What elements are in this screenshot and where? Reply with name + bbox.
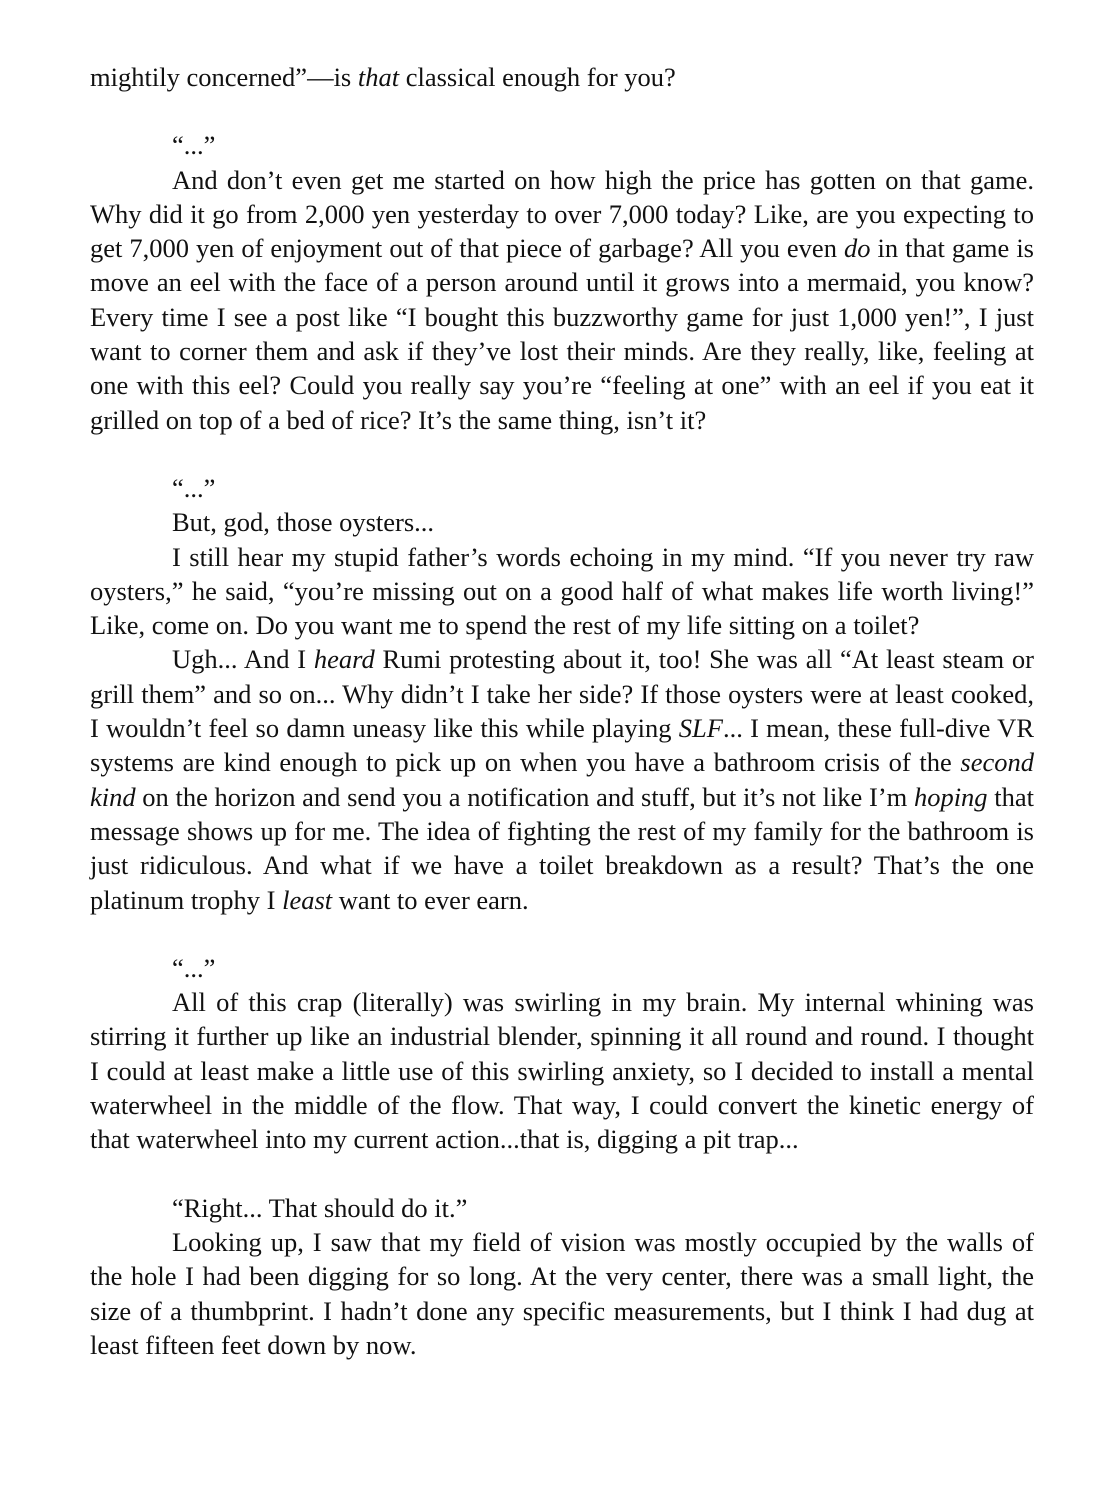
text-segment: “...” — [172, 952, 216, 983]
italic-text: SLF — [678, 713, 723, 744]
italic-text: second kind — [90, 747, 1034, 812]
paragraph-gap — [90, 437, 1034, 471]
text-segment: And don’t even get me started on how high the price has gotten on that game. Why did it go from 2,000 yen yesterday to over 7,000 today? Like, are you expecting to get 7,000 yen of enjoyment out of that piece of garbage? All you even — [90, 164, 1034, 264]
paragraph-gap — [90, 917, 1034, 951]
paragraph — [90, 505, 1034, 539]
text-segment: in that game is move an eel with the face of a person around until it grows into a mermaid, you know? Every time I see a post like “I bought this buzzworthy game for just 1,000 yen!”, I just want to corner them and ask if they’ve lost their minds. Are they really, like, feeling at one with this eel? Could you really say you’re “feeling at one” with an eel if you eat it grilled on top of a bed of rice? It’s the same thing, isn’t it? — [90, 233, 1034, 435]
paragraph — [90, 1191, 1034, 1225]
paragraph — [90, 128, 1034, 162]
text-segment: ... I mean, these full-dive VR systems are kind enough to pick up on when you have a bathroom crisis of the — [90, 713, 1034, 778]
italic-text: hoping — [913, 781, 988, 812]
italic-text: least — [282, 884, 333, 915]
paragraph — [90, 540, 1034, 643]
paragraph-gap — [90, 1157, 1034, 1191]
text-segment: “Right... That should do it.” — [172, 1192, 468, 1223]
text-segment: want to ever earn. — [332, 884, 529, 915]
paragraph — [90, 985, 1034, 1156]
paragraph — [90, 60, 1034, 94]
text-segment: But, god, those oysters... — [172, 507, 435, 538]
text-segment: “...” — [172, 130, 216, 161]
paragraph — [90, 951, 1034, 985]
page-body — [90, 60, 1034, 1362]
paragraph — [90, 1225, 1034, 1362]
text-segment: mightily concerned”—is — [90, 62, 358, 92]
text-segment: Looking up, I saw that my field of vision was mostly occupied by the walls of the hole I had been digging for so long. At the very center, there was a small light, the size of a thumbprint. I hadn’t done any specific measurements, but I think I had dug at least fifteen feet down by now. — [90, 1226, 1034, 1360]
text-segment: All of this crap (literally) was swirling in my brain. My internal whining was stirring it further up like an industrial blender, spinning it all round and round. I thought I could at least make a little use of this swirling anxiety, so I decided to install a mental waterwheel in the middle of the flow. That way, I could convert the kinetic energy of that waterwheel into my current action...that is, digging a pit trap... — [90, 987, 1034, 1155]
paragraph — [90, 163, 1034, 437]
text-segment: Ugh... And I — [172, 644, 314, 675]
italic-text: that — [357, 62, 400, 92]
text-segment: that message shows up for me. The idea of fighting the rest of my family for the bathroom is just ridiculous. And what if we have a toilet breakdown as a result? That’s the one platinum trophy I — [90, 781, 1034, 915]
text-segment: on the horizon and send you a notification and stuff, but it’s not like I’m — [135, 781, 914, 812]
paragraph — [90, 642, 1034, 916]
paragraph-gap — [90, 94, 1034, 128]
italic-text: heard — [313, 644, 375, 675]
text-segment: “...” — [172, 472, 216, 503]
text-segment: classical enough for you? — [399, 62, 676, 92]
paragraph — [90, 471, 1034, 505]
text-segment: I still hear my stupid father’s words echoing in my mind. “If you never try raw oysters,” he said, “you’re missing out on a good half of what makes life worth living!” Like, come on. Do you want me to spend the rest of my life sitting on a toilet? — [90, 541, 1034, 641]
text-segment: Rumi protesting about it, too! She was all “At least steam or grill them” and so on... Why didn’t I take her side? If those oysters were at least cooked, I wouldn’t feel so damn uneasy like this while playing — [90, 644, 1034, 744]
italic-text: do — [843, 233, 871, 264]
